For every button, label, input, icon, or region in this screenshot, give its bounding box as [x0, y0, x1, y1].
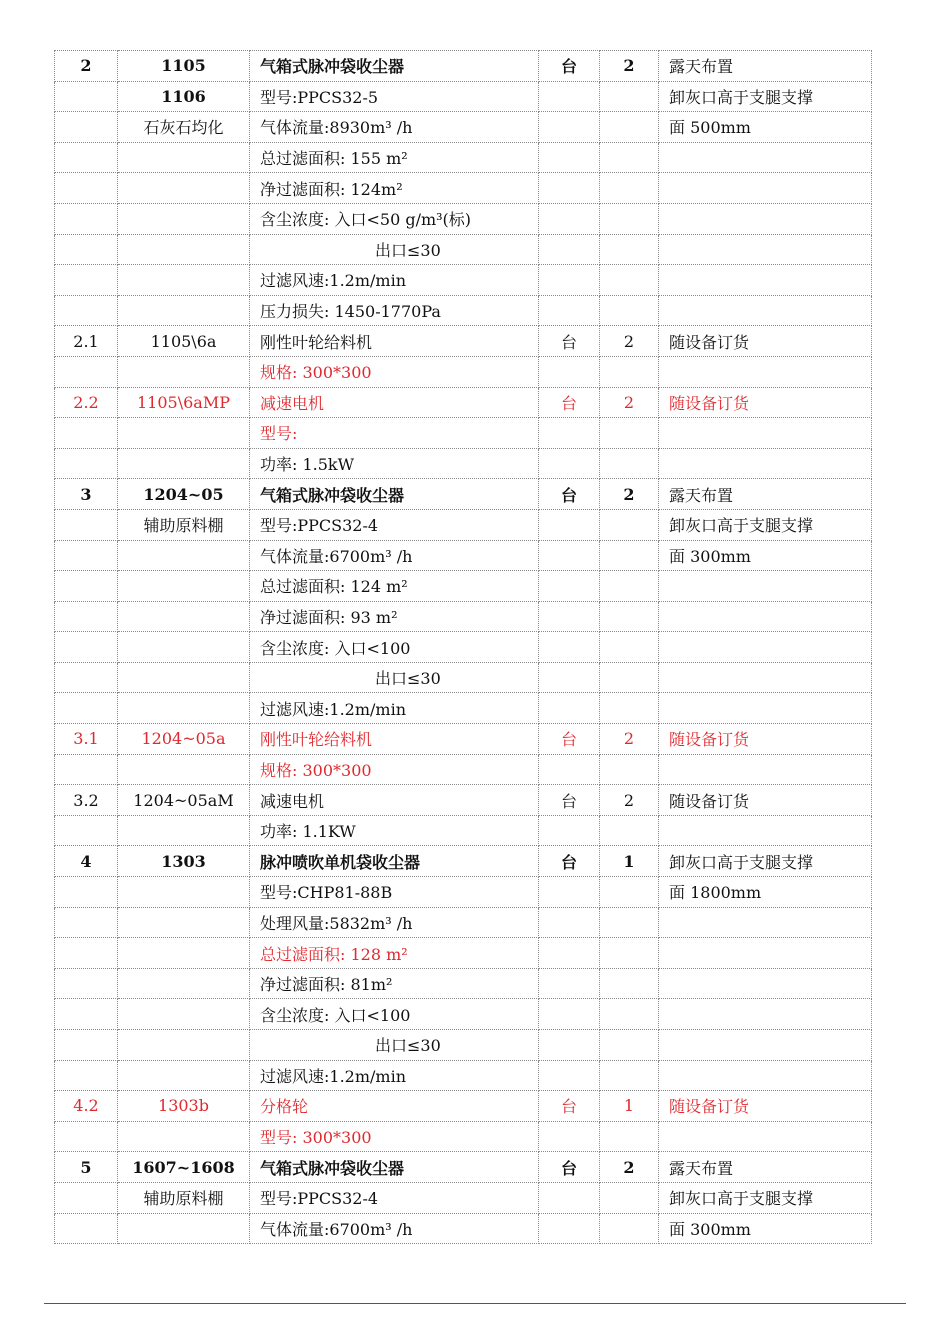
unit-cell [539, 173, 600, 204]
table-row [55, 999, 872, 1030]
unit-cell [539, 203, 600, 234]
tag-number-cell [118, 1060, 250, 1091]
remark-cell [659, 234, 872, 265]
description-cell: 气体流量:8930m³ /h [250, 112, 539, 143]
description-cell: 功率: 1.5kW [250, 448, 539, 479]
quantity-cell: 1 [600, 1091, 659, 1122]
unit-cell [539, 509, 600, 540]
quantity-cell [600, 540, 659, 571]
unit-cell [539, 571, 600, 602]
unit-cell: 台 [539, 724, 600, 755]
remark-cell [659, 693, 872, 724]
unit-cell: 台 [539, 51, 600, 82]
description-cell: 过滤风速:1.2m/min [250, 693, 539, 724]
quantity-cell: 2 [600, 479, 659, 510]
quantity-cell [600, 1030, 659, 1061]
quantity-cell [600, 203, 659, 234]
item-number-cell: 5 [55, 1152, 118, 1183]
description-cell: 规格: 300*300 [250, 754, 539, 785]
quantity-cell [600, 877, 659, 908]
item-number-cell [55, 571, 118, 602]
description-cell: 刚性叶轮给料机 [250, 326, 539, 357]
tag-number-cell [118, 815, 250, 846]
table-row [55, 1030, 872, 1061]
table-row [55, 968, 872, 999]
remark-cell [659, 815, 872, 846]
quantity-cell [600, 662, 659, 693]
remark-cell: 露天布置 [659, 479, 872, 510]
table-row [55, 785, 872, 816]
item-number-cell [55, 999, 118, 1030]
unit-cell [539, 418, 600, 449]
unit-cell [539, 938, 600, 969]
quantity-cell [600, 601, 659, 632]
tag-number-cell [118, 203, 250, 234]
tag-number-cell [118, 173, 250, 204]
description-cell: 型号:CHP81-88B [250, 877, 539, 908]
table-row [55, 356, 872, 387]
tag-number-cell: 1106 [118, 81, 250, 112]
unit-cell [539, 1060, 600, 1091]
table-row [55, 693, 872, 724]
remark-cell: 卸灰口高于支腿支撑 [659, 846, 872, 877]
table-row [55, 326, 872, 357]
item-number-cell [55, 265, 118, 296]
remark-cell: 露天布置 [659, 51, 872, 82]
description-cell: 总过滤面积: 155 m² [250, 142, 539, 173]
table-row [55, 142, 872, 173]
item-number-cell [55, 632, 118, 663]
quantity-cell [600, 81, 659, 112]
description-cell: 净过滤面积: 93 m² [250, 601, 539, 632]
tag-number-cell [118, 234, 250, 265]
unit-cell [539, 662, 600, 693]
quantity-cell [600, 754, 659, 785]
table-row [55, 234, 872, 265]
item-number-cell [55, 356, 118, 387]
description-cell: 出口≤30 [250, 234, 539, 265]
table-row [55, 51, 872, 82]
description-cell: 减速电机 [250, 785, 539, 816]
table-row [55, 112, 872, 143]
remark-cell: 面 500mm [659, 112, 872, 143]
item-number-cell [55, 1213, 118, 1244]
item-number-cell [55, 877, 118, 908]
item-number-cell [55, 754, 118, 785]
table-row [55, 265, 872, 296]
item-number-cell [55, 142, 118, 173]
remark-cell: 露天布置 [659, 1152, 872, 1183]
unit-cell [539, 1030, 600, 1061]
description-cell: 型号:PPCS32-5 [250, 81, 539, 112]
tag-number-cell: 1303b [118, 1091, 250, 1122]
remark-cell [659, 173, 872, 204]
remark-cell [659, 999, 872, 1030]
table-row [55, 1060, 872, 1091]
quantity-cell: 1 [600, 846, 659, 877]
tag-number-cell [118, 693, 250, 724]
table-row [55, 295, 872, 326]
quantity-cell [600, 173, 659, 204]
tag-number-cell [118, 265, 250, 296]
item-number-cell [55, 938, 118, 969]
table-row [55, 754, 872, 785]
remark-cell [659, 203, 872, 234]
remark-cell [659, 601, 872, 632]
tag-number-cell [118, 662, 250, 693]
tag-number-cell [118, 142, 250, 173]
item-number-cell [55, 601, 118, 632]
unit-cell [539, 907, 600, 938]
tag-number-cell [118, 1030, 250, 1061]
item-number-cell [55, 1182, 118, 1213]
table-row [55, 632, 872, 663]
unit-cell [539, 540, 600, 571]
description-cell: 气体流量:6700m³ /h [250, 540, 539, 571]
table-row [55, 81, 872, 112]
tag-number-cell [118, 295, 250, 326]
quantity-cell [600, 693, 659, 724]
remark-cell [659, 142, 872, 173]
remark-cell [659, 1121, 872, 1152]
description-cell: 型号: 300*300 [250, 1121, 539, 1152]
quantity-cell [600, 509, 659, 540]
tag-number-cell [118, 540, 250, 571]
remark-cell: 面 300mm [659, 540, 872, 571]
description-cell: 规格: 300*300 [250, 356, 539, 387]
unit-cell [539, 754, 600, 785]
unit-cell: 台 [539, 1152, 600, 1183]
unit-cell [539, 968, 600, 999]
description-cell: 含尘浓度: 入口<100 [250, 632, 539, 663]
quantity-cell [600, 907, 659, 938]
unit-cell: 台 [539, 846, 600, 877]
remark-cell: 随设备订货 [659, 326, 872, 357]
tag-number-cell [118, 999, 250, 1030]
unit-cell [539, 632, 600, 663]
unit-cell [539, 265, 600, 296]
table-row [55, 601, 872, 632]
quantity-cell: 2 [600, 724, 659, 755]
table-row [55, 448, 872, 479]
item-number-cell: 3 [55, 479, 118, 510]
tag-number-cell: 1607~1608 [118, 1152, 250, 1183]
item-number-cell: 4.2 [55, 1091, 118, 1122]
quantity-cell [600, 265, 659, 296]
quantity-cell [600, 448, 659, 479]
unit-cell: 台 [539, 1091, 600, 1122]
unit-cell: 台 [539, 326, 600, 357]
tag-number-cell [118, 418, 250, 449]
item-number-cell: 2.2 [55, 387, 118, 418]
description-cell: 型号: [250, 418, 539, 449]
description-cell: 含尘浓度: 入口<100 [250, 999, 539, 1030]
quantity-cell [600, 112, 659, 143]
item-number-cell [55, 112, 118, 143]
remark-cell [659, 356, 872, 387]
unit-cell [539, 999, 600, 1030]
unit-cell [539, 1121, 600, 1152]
tag-number-cell: 1204~05 [118, 479, 250, 510]
tag-number-cell: 1204~05aM [118, 785, 250, 816]
item-number-cell [55, 203, 118, 234]
quantity-cell [600, 234, 659, 265]
description-cell: 气箱式脉冲袋收尘器 [250, 51, 539, 82]
item-number-cell [55, 968, 118, 999]
unit-cell [539, 877, 600, 908]
tag-number-cell: 石灰石均化 [118, 112, 250, 143]
quantity-cell [600, 999, 659, 1030]
tag-number-cell [118, 571, 250, 602]
unit-cell [539, 295, 600, 326]
unit-cell [539, 81, 600, 112]
unit-cell: 台 [539, 479, 600, 510]
item-number-cell [55, 815, 118, 846]
unit-cell [539, 112, 600, 143]
description-cell: 刚性叶轮给料机 [250, 724, 539, 755]
description-cell: 净过滤面积: 81m² [250, 968, 539, 999]
remark-cell [659, 571, 872, 602]
remark-cell [659, 448, 872, 479]
unit-cell: 台 [539, 387, 600, 418]
unit-cell [539, 356, 600, 387]
unit-cell: 台 [539, 785, 600, 816]
description-cell: 含尘浓度: 入口<50 g/m³(标) [250, 203, 539, 234]
unit-cell [539, 1182, 600, 1213]
quantity-cell [600, 356, 659, 387]
tag-number-cell: 1303 [118, 846, 250, 877]
remark-cell [659, 295, 872, 326]
description-cell: 气箱式脉冲袋收尘器 [250, 1152, 539, 1183]
remark-cell [659, 754, 872, 785]
tag-number-cell [118, 877, 250, 908]
table-row [55, 907, 872, 938]
tag-number-cell: 1105 [118, 51, 250, 82]
item-number-cell: 4 [55, 846, 118, 877]
item-number-cell [55, 1121, 118, 1152]
remark-cell: 卸灰口高于支腿支撑 [659, 1182, 872, 1213]
unit-cell [539, 1213, 600, 1244]
quantity-cell: 2 [600, 326, 659, 357]
quantity-cell [600, 1060, 659, 1091]
unit-cell [539, 142, 600, 173]
quantity-cell [600, 1213, 659, 1244]
description-cell: 分格轮 [250, 1091, 539, 1122]
description-cell: 处理风量:5832m³ /h [250, 907, 539, 938]
description-cell: 出口≤30 [250, 1030, 539, 1061]
remark-cell [659, 662, 872, 693]
item-number-cell [55, 81, 118, 112]
quantity-cell: 2 [600, 785, 659, 816]
description-cell: 压力损失: 1450-1770Pa [250, 295, 539, 326]
tag-number-cell [118, 632, 250, 663]
description-cell: 型号:PPCS32-4 [250, 509, 539, 540]
remark-cell [659, 632, 872, 663]
tag-number-cell [118, 907, 250, 938]
remark-cell: 随设备订货 [659, 785, 872, 816]
table-body [55, 51, 872, 1244]
remark-cell [659, 907, 872, 938]
item-number-cell [55, 1030, 118, 1061]
quantity-cell [600, 632, 659, 663]
quantity-cell [600, 418, 659, 449]
table-row [55, 387, 872, 418]
unit-cell [539, 448, 600, 479]
item-number-cell: 3.1 [55, 724, 118, 755]
remark-cell: 面 300mm [659, 1213, 872, 1244]
item-number-cell [55, 907, 118, 938]
item-number-cell [55, 662, 118, 693]
quantity-cell: 2 [600, 1152, 659, 1183]
item-number-cell [55, 693, 118, 724]
table-row [55, 846, 872, 877]
table-row [55, 815, 872, 846]
quantity-cell [600, 938, 659, 969]
table-row [55, 540, 872, 571]
item-number-cell [55, 540, 118, 571]
remark-cell [659, 418, 872, 449]
quantity-cell [600, 142, 659, 173]
item-number-cell [55, 295, 118, 326]
remark-cell [659, 1060, 872, 1091]
description-cell: 气箱式脉冲袋收尘器 [250, 479, 539, 510]
description-cell: 出口≤30 [250, 662, 539, 693]
unit-cell [539, 693, 600, 724]
quantity-cell [600, 815, 659, 846]
table-row [55, 1152, 872, 1183]
quantity-cell [600, 1182, 659, 1213]
table-row [55, 173, 872, 204]
table-row [55, 479, 872, 510]
tag-number-cell [118, 448, 250, 479]
tag-number-cell [118, 968, 250, 999]
unit-cell [539, 601, 600, 632]
quantity-cell [600, 1121, 659, 1152]
item-number-cell [55, 1060, 118, 1091]
table-row [55, 724, 872, 755]
tag-number-cell [118, 601, 250, 632]
tag-number-cell [118, 938, 250, 969]
remark-cell: 卸灰口高于支腿支撑 [659, 509, 872, 540]
table-row [55, 662, 872, 693]
description-cell: 过滤风速:1.2m/min [250, 265, 539, 296]
equipment-table [54, 50, 872, 1244]
remark-cell [659, 938, 872, 969]
table-row [55, 203, 872, 234]
remark-cell [659, 1030, 872, 1061]
remark-cell [659, 968, 872, 999]
table-row [55, 1182, 872, 1213]
description-cell: 脉冲喷吹单机袋收尘器 [250, 846, 539, 877]
item-number-cell [55, 173, 118, 204]
item-number-cell [55, 234, 118, 265]
tag-number-cell: 1204~05a [118, 724, 250, 755]
quantity-cell [600, 968, 659, 999]
table-row [55, 509, 872, 540]
quantity-cell: 2 [600, 51, 659, 82]
tag-number-cell [118, 754, 250, 785]
item-number-cell [55, 448, 118, 479]
description-cell: 总过滤面积: 128 m² [250, 938, 539, 969]
description-cell: 减速电机 [250, 387, 539, 418]
table-row [55, 1121, 872, 1152]
tag-number-cell: 辅助原料棚 [118, 1182, 250, 1213]
tag-number-cell: 辅助原料棚 [118, 509, 250, 540]
description-cell: 净过滤面积: 124m² [250, 173, 539, 204]
remark-cell: 面 1800mm [659, 877, 872, 908]
remark-cell: 卸灰口高于支腿支撑 [659, 81, 872, 112]
unit-cell [539, 815, 600, 846]
table-row [55, 418, 872, 449]
remark-cell [659, 265, 872, 296]
item-number-cell [55, 418, 118, 449]
description-cell: 总过滤面积: 124 m² [250, 571, 539, 602]
tag-number-cell [118, 356, 250, 387]
remark-cell: 随设备订货 [659, 387, 872, 418]
description-cell: 过滤风速:1.2m/min [250, 1060, 539, 1091]
item-number-cell: 2 [55, 51, 118, 82]
table-row [55, 1213, 872, 1244]
item-number-cell: 3.2 [55, 785, 118, 816]
table-row [55, 1091, 872, 1122]
item-number-cell: 2.1 [55, 326, 118, 357]
remark-cell: 随设备订货 [659, 724, 872, 755]
description-cell: 型号:PPCS32-4 [250, 1182, 539, 1213]
tag-number-cell: 1105\6aMP [118, 387, 250, 418]
remark-cell: 随设备订货 [659, 1091, 872, 1122]
table-row [55, 877, 872, 908]
table-row [55, 938, 872, 969]
tag-number-cell [118, 1213, 250, 1244]
description-cell: 功率: 1.1KW [250, 815, 539, 846]
tag-number-cell: 1105\6a [118, 326, 250, 357]
item-number-cell [55, 509, 118, 540]
tag-number-cell [118, 1121, 250, 1152]
quantity-cell [600, 571, 659, 602]
footer-rule [44, 1303, 906, 1304]
unit-cell [539, 234, 600, 265]
table-row [55, 571, 872, 602]
quantity-cell: 2 [600, 387, 659, 418]
quantity-cell [600, 295, 659, 326]
description-cell: 气体流量:6700m³ /h [250, 1213, 539, 1244]
